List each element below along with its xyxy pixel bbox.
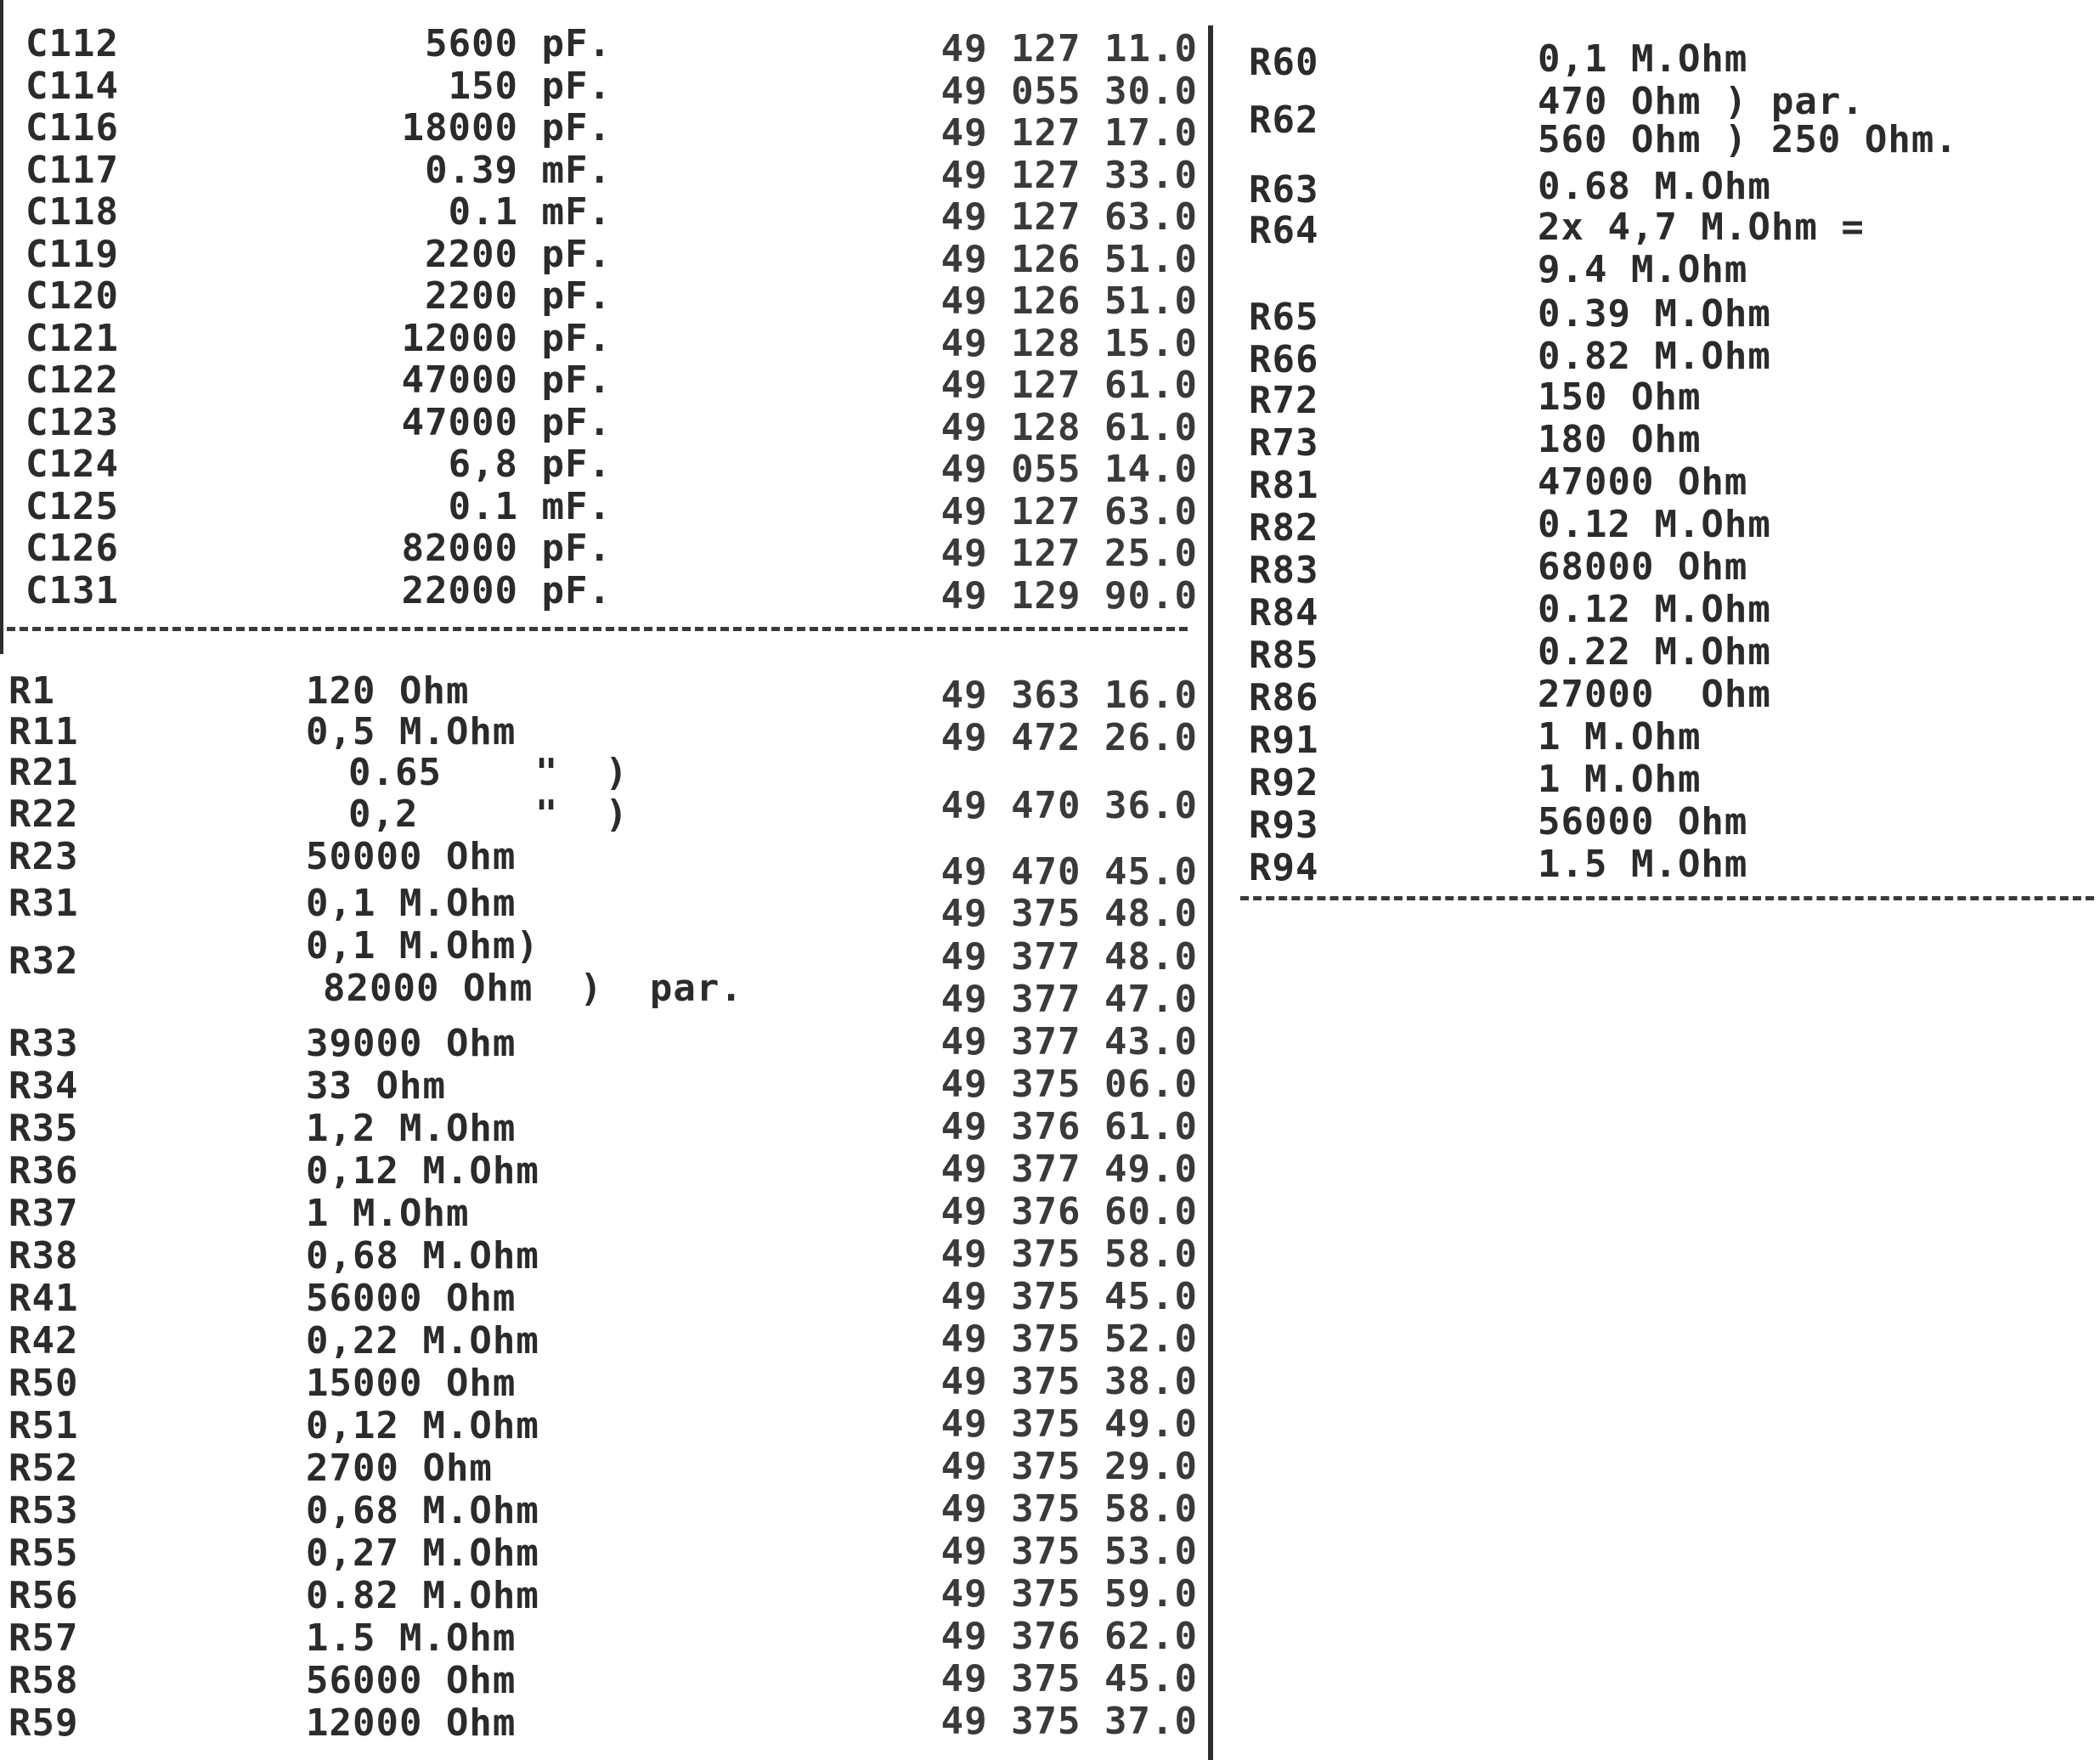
- component-id: R55: [8, 1532, 79, 1575]
- part-number: 49 127 17.0: [940, 111, 1198, 155]
- component-value: 1 M.Ohm: [306, 1192, 470, 1235]
- part-number: 49 127 63.0: [940, 489, 1198, 533]
- part-number: 49 128 15.0: [940, 321, 1198, 365]
- component-value: 12000 Ohm: [306, 1701, 517, 1745]
- section-divider: [1240, 896, 2094, 900]
- component-id: R85: [1249, 634, 1319, 677]
- component-value: 0,27 M.Ohm: [306, 1532, 539, 1575]
- component-id: R42: [8, 1319, 79, 1362]
- part-number: 49 375 45.0: [940, 1657, 1198, 1701]
- component-id: R62: [1249, 99, 1319, 142]
- component-value: 0.39 M.Ohm: [1538, 292, 1771, 336]
- component-value: 2700 Ohm: [306, 1447, 493, 1490]
- part-number: 49 127 11.0: [940, 27, 1198, 71]
- component-value: 2200 pF.: [425, 274, 612, 318]
- component-value: 1 M.Ohm: [1538, 758, 1702, 801]
- component-id: C112: [25, 22, 119, 65]
- component-id: C131: [25, 568, 119, 612]
- component-value: 0.12 M.Ohm: [1538, 503, 1771, 546]
- section-divider: [7, 627, 1188, 631]
- part-number: 49 472 26.0: [940, 716, 1198, 759]
- part-number: 49 470 45.0: [940, 850, 1198, 894]
- part-number: 49 376 61.0: [940, 1105, 1198, 1148]
- part-number: 49 375 45.0: [940, 1275, 1198, 1318]
- component-value: 560 Ohm ) 250 Ohm.: [1538, 118, 1958, 161]
- component-id: R1: [8, 669, 55, 713]
- component-value: 22000 pF.: [401, 568, 612, 612]
- part-number: 49 127 25.0: [940, 532, 1198, 575]
- component-id: R81: [1249, 464, 1319, 507]
- component-id: C122: [25, 358, 119, 402]
- component-id: C114: [25, 64, 119, 108]
- component-value: 0.1 mF.: [448, 190, 612, 234]
- component-value: 2x 4,7 M.Ohm =: [1538, 206, 1865, 249]
- part-number: 49 375 53.0: [940, 1530, 1198, 1573]
- component-id: R84: [1249, 591, 1319, 635]
- component-id: R57: [8, 1616, 79, 1660]
- component-value: 0,68 M.Ohm: [306, 1234, 539, 1278]
- component-id: C117: [25, 148, 119, 192]
- component-value: 0.12 M.Ohm: [1538, 588, 1771, 631]
- component-value: 0,5 M.Ohm: [306, 710, 517, 753]
- component-id: C120: [25, 274, 119, 318]
- component-value: 56000 Ohm: [306, 1277, 517, 1320]
- part-number: 49 375 52.0: [940, 1317, 1198, 1361]
- part-number: 49 375 29.0: [940, 1445, 1198, 1488]
- component-id: R64: [1249, 209, 1319, 252]
- component-id: R21: [8, 751, 79, 794]
- component-value: 0.1 mF.: [448, 484, 612, 528]
- component-value: 0,2 " ): [348, 793, 629, 836]
- component-id: C119: [25, 232, 119, 276]
- component-value: 5600 pF.: [425, 22, 612, 65]
- part-number: 49 055 14.0: [940, 448, 1198, 491]
- component-id: R36: [8, 1149, 79, 1193]
- part-number: 49 375 49.0: [940, 1402, 1198, 1446]
- component-value: 470 Ohm ) par.: [1538, 80, 1865, 123]
- component-value: 56000 Ohm: [1538, 800, 1748, 843]
- component-id: R72: [1249, 379, 1319, 422]
- part-number: 49 377 49.0: [940, 1148, 1198, 1191]
- component-value: 150 pF.: [448, 64, 612, 108]
- component-value: 82000 pF.: [401, 527, 612, 570]
- component-value: 0,1 M.Ohm: [306, 882, 517, 925]
- component-value: 9.4 M.Ohm: [1538, 248, 1748, 291]
- component-id: R51: [8, 1404, 79, 1447]
- part-number: 49 377 43.0: [940, 1020, 1198, 1063]
- part-number: 49 126 51.0: [940, 237, 1198, 281]
- component-id: R11: [8, 710, 79, 753]
- part-number: 49 128 61.0: [940, 405, 1198, 449]
- part-number: 49 375 58.0: [940, 1487, 1198, 1531]
- component-id: C121: [25, 316, 119, 360]
- component-id: R58: [8, 1659, 79, 1702]
- component-value: 1,2 M.Ohm: [306, 1107, 517, 1150]
- component-id: R60: [1249, 41, 1319, 84]
- part-number: 49 375 06.0: [940, 1063, 1198, 1106]
- column-divider: [1208, 25, 1213, 1760]
- component-value: 27000 Ohm: [1538, 673, 1771, 716]
- part-number: 49 127 33.0: [940, 153, 1198, 197]
- component-value: 0,12 M.Ohm: [306, 1149, 539, 1193]
- component-id: R34: [8, 1064, 79, 1108]
- part-number: 49 377 48.0: [940, 935, 1198, 979]
- component-id: R37: [8, 1192, 79, 1235]
- component-value: 39000 Ohm: [306, 1022, 517, 1065]
- component-value: 1.5 M.Ohm: [1538, 843, 1748, 886]
- part-number: 49 375 59.0: [940, 1572, 1198, 1616]
- component-id: R50: [8, 1362, 79, 1405]
- component-value: 0.82 M.Ohm: [1538, 335, 1771, 378]
- component-id: R59: [8, 1701, 79, 1745]
- component-value: 1.5 M.Ohm: [306, 1616, 517, 1660]
- component-id: R65: [1249, 296, 1319, 339]
- component-value: 47000 pF.: [401, 400, 612, 444]
- component-id: R35: [8, 1107, 79, 1150]
- component-value: 1 M.Ohm: [1538, 715, 1702, 759]
- component-id: R73: [1249, 421, 1319, 465]
- part-number: 49 470 36.0: [940, 784, 1198, 827]
- component-value: 6,8 pF.: [448, 443, 612, 486]
- part-number: 49 363 16.0: [940, 674, 1198, 717]
- part-number: 49 375 58.0: [940, 1233, 1198, 1276]
- component-id: R83: [1249, 549, 1319, 592]
- component-value: 0,1 M.Ohm): [306, 924, 539, 967]
- component-id: R63: [1249, 168, 1319, 212]
- component-id: R31: [8, 882, 79, 925]
- part-number: 49 376 62.0: [940, 1615, 1198, 1658]
- component-value: 0.65 " ): [348, 751, 629, 794]
- component-id: R86: [1249, 676, 1319, 719]
- component-value: 180 Ohm: [1538, 418, 1702, 461]
- component-id: C125: [25, 484, 119, 528]
- part-number: 49 055 30.0: [940, 69, 1198, 113]
- component-id: C123: [25, 400, 119, 444]
- component-id: R94: [1249, 846, 1319, 889]
- component-value: 50000 Ohm: [306, 835, 517, 878]
- component-value: 18000 pF.: [401, 106, 612, 149]
- component-value: 68000 Ohm: [1538, 545, 1748, 589]
- part-number: 49 375 48.0: [940, 892, 1198, 935]
- component-value: 0,1 M.Ohm: [1538, 37, 1748, 81]
- component-value: 0.82 M.Ohm: [306, 1574, 539, 1617]
- component-value: 56000 Ohm: [306, 1659, 517, 1702]
- component-id: R93: [1249, 804, 1319, 847]
- component-id: R56: [8, 1574, 79, 1617]
- component-id: R23: [8, 835, 79, 878]
- component-id: R91: [1249, 719, 1319, 762]
- component-value: 47000 Ohm: [1538, 460, 1748, 504]
- component-id: C126: [25, 527, 119, 570]
- component-id: R66: [1249, 338, 1319, 381]
- component-value: 2200 pF.: [425, 232, 612, 276]
- page-edge: [0, 0, 3, 654]
- component-value: 0.39 mF.: [425, 148, 612, 192]
- component-value: 33 Ohm: [306, 1064, 446, 1108]
- component-value: 15000 Ohm: [306, 1362, 517, 1405]
- component-value: 0,68 M.Ohm: [306, 1489, 539, 1532]
- component-id: C118: [25, 190, 119, 234]
- part-number: 49 126 51.0: [940, 279, 1198, 323]
- part-number: 49 376 60.0: [940, 1190, 1198, 1233]
- component-value: 0.68 M.Ohm: [1538, 165, 1771, 208]
- component-id: R53: [8, 1489, 79, 1532]
- part-number: 49 127 63.0: [940, 195, 1198, 239]
- component-value: 0,12 M.Ohm: [306, 1404, 539, 1447]
- component-value: 82000 Ohm ) par.: [323, 967, 743, 1010]
- component-id: R38: [8, 1234, 79, 1278]
- component-value: 12000 pF.: [401, 316, 612, 360]
- part-number: 49 375 38.0: [940, 1360, 1198, 1403]
- component-id: R82: [1249, 506, 1319, 550]
- component-value: 0,22 M.Ohm: [306, 1319, 539, 1362]
- component-id: R52: [8, 1447, 79, 1490]
- component-id: R33: [8, 1022, 79, 1065]
- component-id: R41: [8, 1277, 79, 1320]
- component-id: C124: [25, 443, 119, 486]
- component-id: C116: [25, 106, 119, 149]
- part-number: 49 129 90.0: [940, 573, 1198, 618]
- part-number: 49 377 47.0: [940, 978, 1198, 1021]
- component-value: 120 Ohm: [306, 669, 470, 713]
- component-value: 0.22 M.Ohm: [1538, 630, 1771, 674]
- component-id: R32: [8, 939, 79, 983]
- component-value: 150 Ohm: [1538, 375, 1702, 419]
- part-number: 49 127 61.0: [940, 364, 1198, 407]
- part-number: 49 375 37.0: [940, 1700, 1198, 1743]
- component-id: R92: [1249, 761, 1319, 804]
- component-value: 47000 pF.: [401, 358, 612, 402]
- component-id: R22: [8, 793, 79, 836]
